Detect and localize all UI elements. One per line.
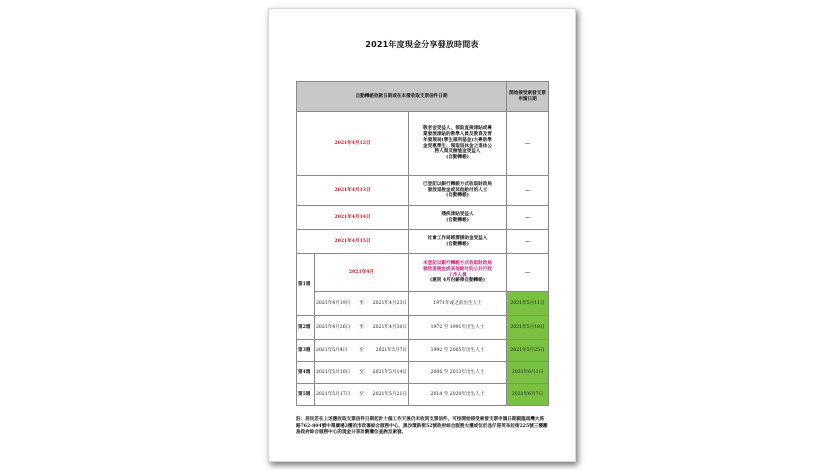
recipient-line: 未登記以銀行轉帳方式收取財政局 [423,261,492,267]
range-from: 2021年5月4日 [316,347,348,353]
range-to: 2021年5月7日 [375,347,407,353]
payment-mode: (自動轉帳) [446,217,469,223]
birth-group: 1972 至 1991年出生人士 [409,316,507,340]
week-label: 第3週 [297,340,315,362]
range-sep: 至 [359,391,364,397]
payment-date: 2021年4月 [315,254,409,292]
week-label: 第1週 [297,254,315,316]
range-sep: 至 [359,324,364,330]
apply-date: 2021年5月25日 [507,340,549,362]
birth-group: 2006 至 2013年出生人士 [409,362,507,384]
range-to: 2021年4月30日 [372,324,407,330]
table-row [297,384,549,406]
range-sep: 至 [359,369,364,375]
table-row [297,254,549,292]
table-row [297,340,549,362]
range-from: 2021年4月26日 [316,324,351,330]
payment-date: 2021年4月15日 [297,230,409,254]
week-label: 第5週 [297,384,315,406]
table-row [297,230,549,254]
header-apply: 開始接受索發支票申請日期 [507,82,549,112]
table-row [297,206,549,230]
birth-group: 1971年或之前出生人士 [409,292,507,316]
page-title: 2021年度現金分享發放時間表 [365,40,479,49]
range-to: 2021年4月23日 [372,300,407,306]
birth-group: 1992 至 2005年出生人士 [409,340,507,362]
range-to: 2021年5月14日 [372,369,407,375]
recipient-cell [409,254,507,292]
recipient-line: 發放退稅金或其他給付的公共行政 [423,266,492,272]
document-page [268,8,576,462]
payment-mode: (自動轉帳) [446,154,469,160]
table-row [297,292,549,316]
apply-date: — [507,112,549,176]
footnote: 註：居民若在上述應收取支票信件日期起計十個工作天後仍未收到支票信件，可按開始接受索發支票申請日期親臨南灣大馬路762-804號中華廣場2樓的市政署綜合服務中心、黑沙環新街52號政府綜合服務大樓或位於氹仔哥英布拉街225號三樓離島政府綜合服務中心的現金分享計劃櫃位查詢及索發。 [296,417,548,436]
recipient-line: 殘疾津貼受益人 [441,211,474,217]
recipient-line: 年發展局(學生福利基金)大專助學 [423,137,492,143]
recipient-cell [409,206,507,230]
payment-mode: (連同 4月份薪俸自動轉帳) [429,278,486,284]
recipient-cell [409,176,507,206]
recipient-line: 社會工作局經濟援助金受益人 [427,235,488,241]
payment-date: 2021年4月12日 [297,112,409,176]
range-from: 2021年4月19日 [316,300,351,306]
week-date-range [315,362,409,384]
header-main: 自動轉帳收款日期或在本撥收取支票信件日期 [297,82,507,112]
apply-date: — [507,254,549,292]
apply-date: — [507,176,549,206]
range-to: 2021年5月21日 [372,391,407,397]
week-label: 第2週 [297,316,315,340]
payment-mode: (自動轉帳) [446,193,469,199]
week-date-range [315,384,409,406]
table-row [297,316,549,340]
range-from: 2021年5月17日 [316,391,351,397]
week-label: 第4週 [297,362,315,384]
recipient-line: 業發展津貼的教學人員及教育及青 [423,132,492,138]
recipient-line: 已登記以銀行轉帳方式收取財政局 [423,181,492,187]
range-from: 2021年5月10日 [316,369,351,375]
apply-date: 2021年6月1日 [507,362,549,384]
range-sep: 至 [359,347,364,353]
recipient-line: 敬老金受益人、領取直接津貼或專 [423,126,492,132]
apply-date: — [507,230,549,254]
recipient-cell [409,112,507,176]
table-row [297,362,549,384]
apply-date: 2021年5月18日 [507,316,549,340]
week-date-range [315,340,409,362]
week-date-range [315,292,409,316]
payment-date: 2021年4月13日 [297,176,409,206]
payment-date: 2021年4月14日 [297,206,409,230]
apply-date: 2021年5月11日 [507,292,549,316]
table-row [297,112,549,176]
payment-mode: (自動轉帳) [446,241,469,247]
schedule-table [296,81,549,406]
recipient-line: 務人員及撫恤金受益人 [434,149,481,155]
birth-group: 2014 至 2020年出生人士 [409,384,507,406]
recipient-line: 金受惠學生、領取退休金之退休公 [423,143,492,149]
recipient-line: 發放退稅金或其他給付的人士 [427,187,488,193]
range-sep: 至 [359,300,364,306]
table-header-row [297,82,549,112]
table-row [297,176,549,206]
recipient-line: 工作人員 [448,272,467,278]
week-date-range [315,316,409,340]
apply-date: — [507,206,549,230]
apply-date: 2021年6月7日 [507,384,549,406]
recipient-cell [409,230,507,254]
